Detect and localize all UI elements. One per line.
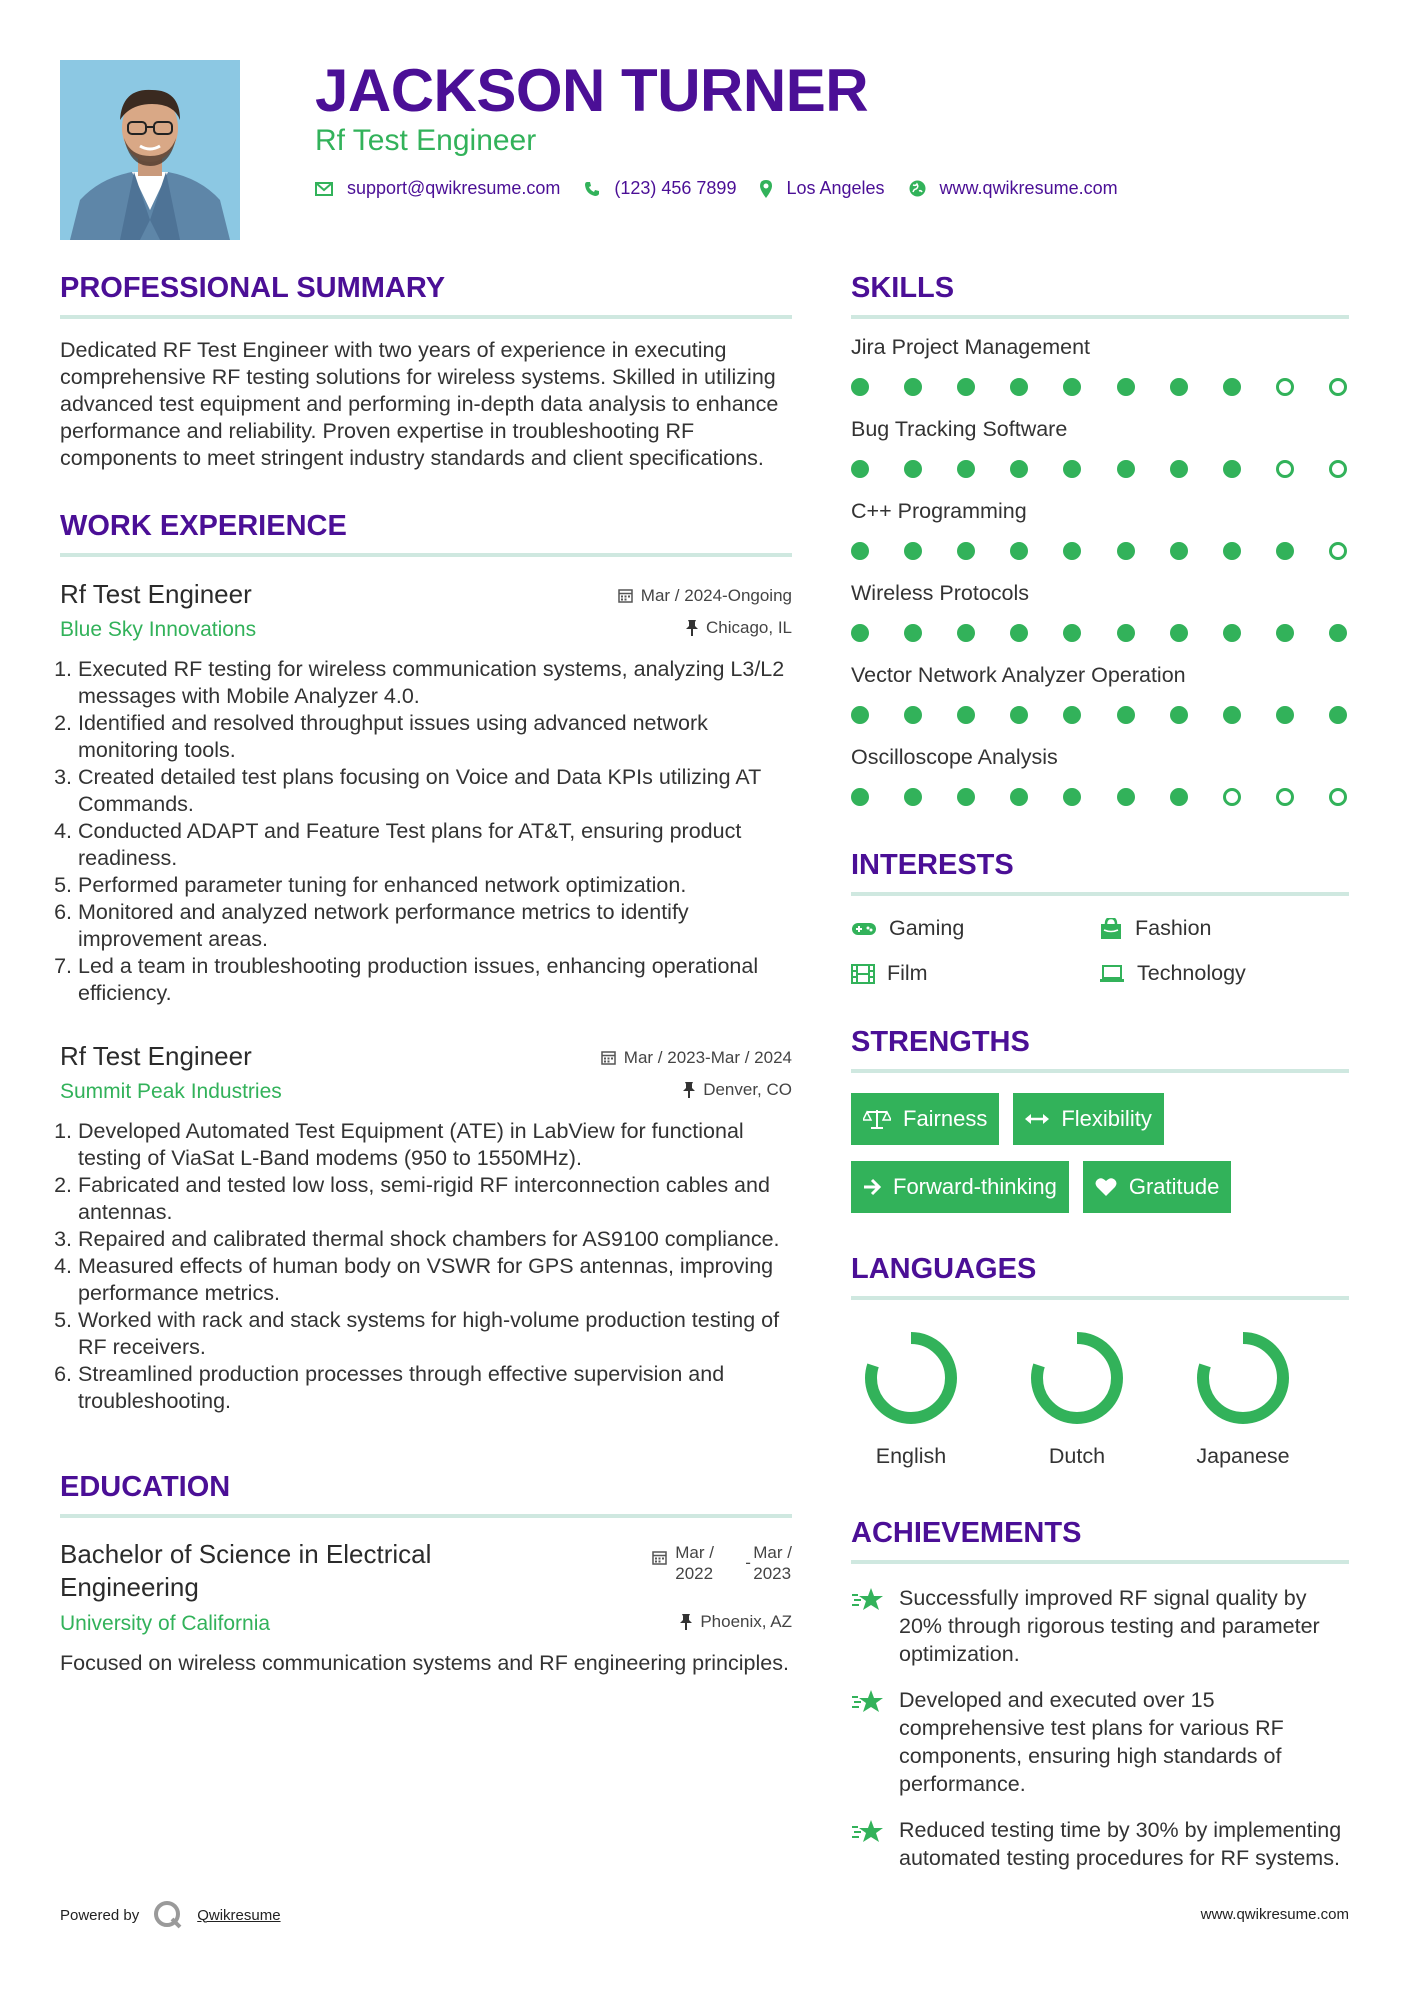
interest-label: Gaming	[889, 916, 965, 940]
rating-dot-empty	[1329, 788, 1347, 806]
interest-item	[1099, 961, 1349, 986]
arrows-horizontal-icon	[1025, 1112, 1049, 1126]
location-text: Los Angeles	[786, 178, 885, 198]
rating-dot-filled	[1170, 706, 1188, 724]
skill-name: Oscilloscope Analysis	[851, 745, 1058, 769]
rating-dot-filled	[1063, 706, 1081, 724]
rating-dot-filled	[904, 788, 922, 806]
interest-label: Technology	[1137, 961, 1246, 985]
rating-dot-filled	[1010, 460, 1028, 478]
rating-dot-filled	[851, 706, 869, 724]
languages-section	[851, 1253, 1349, 1469]
strength-tag	[1013, 1093, 1163, 1145]
job-entry	[60, 579, 792, 1007]
list-item: 6. Monitored and analyzed network performance metrics to identify improvement areas.	[78, 899, 792, 953]
skill-rating	[851, 447, 1349, 491]
language-level-ring	[1025, 1326, 1129, 1430]
profile-photo	[60, 60, 240, 240]
achievements-title: ACHIEVEMENTS	[851, 1517, 1349, 1564]
list-item: 1. Developed Automated Test Equipment (ATE) in LabView for functional testing of ViaSat L-Band modems (950 to 1550MHz).	[78, 1118, 792, 1172]
skill-rating	[851, 693, 1349, 737]
phone-icon	[584, 181, 600, 197]
rating-dot-filled	[1010, 624, 1028, 642]
rating-dot-filled	[1223, 460, 1241, 478]
rating-dot-filled	[957, 624, 975, 642]
rating-dot-empty	[1329, 542, 1347, 560]
rating-dot-filled	[957, 378, 975, 396]
interests-grid	[851, 916, 1349, 986]
rating-dot-filled	[1170, 378, 1188, 396]
edu-start-year: 2022	[675, 1564, 714, 1583]
skills-title: SKILLS	[851, 272, 1349, 319]
brand-link[interactable]: Qwikresume	[197, 1906, 281, 1924]
website-text: www.qwikresume.com	[939, 178, 1118, 198]
achievement-item	[851, 1816, 1349, 1872]
map-pin-icon	[760, 180, 772, 198]
rating-dot-filled	[904, 378, 922, 396]
rating-dot-filled	[1010, 788, 1028, 806]
strength-tag	[1083, 1161, 1232, 1213]
school-name: University of California	[60, 1612, 271, 1635]
rating-dot-empty	[1276, 460, 1294, 478]
skills-section	[851, 272, 1349, 819]
education-title: EDUCATION	[60, 1471, 792, 1518]
summary-text: Dedicated RF Test Engineer with two years of experience in executing comprehensive RF testing solutions for wireless systems. Skilled in utilizing advanced test equipment and performing in-depth data analysis to enhance performance and reliability. Proven expertise in troubleshooting RF components to meet stringent industry standards and client specifications.	[60, 338, 779, 470]
rating-dot-filled	[1063, 378, 1081, 396]
summary-title: PROFESSIONAL SUMMARY	[60, 272, 792, 319]
edu-start-month: Mar /	[675, 1543, 714, 1562]
rating-dot-filled	[1063, 542, 1081, 560]
experience-section	[60, 510, 792, 1415]
envelope-icon	[315, 182, 333, 196]
language-item	[1183, 1326, 1349, 1469]
job-title: Rf Test Engineer	[60, 579, 252, 609]
job-date-text: Mar / 2023-Mar / 2024	[623, 1047, 792, 1067]
star-icon	[851, 1688, 885, 1716]
strength-tag	[851, 1093, 999, 1145]
rating-dot-filled	[1276, 706, 1294, 724]
powered-by-text: Powered by	[60, 1906, 140, 1924]
pushpin-icon	[680, 1614, 692, 1630]
job-location-text: Chicago, IL	[706, 618, 792, 637]
email-text: support@qwikresume.com	[347, 178, 561, 198]
footer-website[interactable]: www.qwikresume.com	[1200, 1906, 1349, 1923]
rating-dot-filled	[1223, 624, 1241, 642]
rating-dot-filled	[1063, 460, 1081, 478]
skill-name: Wireless Protocols	[851, 581, 1030, 605]
rating-dot-filled	[904, 542, 922, 560]
interests-title: INTERESTS	[851, 849, 1349, 896]
contact-website[interactable]	[909, 178, 1118, 199]
left-column	[60, 272, 792, 1677]
rating-dot-filled	[1117, 788, 1135, 806]
rating-dot-filled	[851, 460, 869, 478]
calendar-icon	[652, 1550, 667, 1565]
language-name: Japanese	[1196, 1444, 1290, 1468]
rating-dot-empty	[1329, 460, 1347, 478]
rating-dot-filled	[1010, 378, 1028, 396]
laptop-icon	[1099, 965, 1125, 983]
skill-rating	[851, 611, 1349, 655]
strength-label: Forward-thinking	[893, 1174, 1057, 1199]
rating-dot-filled	[1010, 706, 1028, 724]
rating-dot-filled	[904, 624, 922, 642]
language-item	[851, 1326, 1017, 1469]
rating-dot-empty	[1276, 378, 1294, 396]
list-item: 4. Conducted ADAPT and Feature Test plans for AT&T, ensuring product readiness.	[78, 818, 792, 872]
candidate-name: JACKSON TURNER	[315, 57, 869, 124]
scale-icon	[863, 1108, 891, 1130]
skill-item	[851, 335, 1349, 409]
interest-label: Fashion	[1135, 916, 1212, 940]
summary-section	[60, 272, 792, 472]
list-item: 2. Fabricated and tested low loss, semi-rigid RF interconnection cables and antennas.	[78, 1172, 792, 1226]
rating-dot-filled	[851, 624, 869, 642]
pushpin-icon	[686, 620, 698, 636]
list-item: 6. Streamlined production processes through effective supervision and troubleshooting.	[78, 1361, 792, 1415]
education-description: Focused on wireless communication systems and RF engineering principles.	[60, 1651, 789, 1675]
star-icon	[851, 1818, 885, 1846]
strength-tag	[851, 1161, 1069, 1213]
list-item: 3. Repaired and calibrated thermal shock chambers for AS9100 compliance.	[78, 1226, 792, 1253]
degree-title: Bachelor of Science in Electrical Engineering	[60, 1539, 432, 1602]
rating-dot-filled	[957, 460, 975, 478]
rating-dot-filled	[1223, 542, 1241, 560]
skill-item	[851, 499, 1349, 573]
rating-dot-filled	[957, 542, 975, 560]
job-date	[601, 1048, 792, 1068]
job-entry	[60, 1041, 792, 1415]
education-section	[60, 1471, 792, 1677]
phone-text: (123) 456 7899	[614, 178, 737, 198]
company-name: Blue Sky Innovations	[60, 618, 257, 641]
strengths-list	[851, 1093, 1349, 1213]
list-item: 7. Led a team in troubleshooting production issues, enhancing operational efficiency.	[78, 953, 792, 1007]
bag-icon	[1099, 918, 1123, 940]
qwikresume-logo-icon	[153, 1900, 183, 1930]
achievement-text: Developed and executed over 15 comprehensive test plans for various RF components, ensuring high standards of performance.	[899, 1688, 1284, 1796]
skill-name: Vector Network Analyzer Operation	[851, 663, 1186, 687]
job-location	[686, 618, 792, 638]
rating-dot-filled	[957, 706, 975, 724]
strength-label: Fairness	[903, 1106, 988, 1131]
languages-list	[851, 1326, 1349, 1469]
skill-name: Jira Project Management	[851, 335, 1090, 359]
rating-dot-filled	[1117, 706, 1135, 724]
language-level-arc	[1037, 1338, 1117, 1418]
pushpin-icon	[683, 1082, 695, 1098]
language-level-ring	[859, 1326, 963, 1430]
education-location-text: Phoenix, AZ	[700, 1612, 792, 1631]
rating-dot-filled	[904, 706, 922, 724]
achievement-text: Reduced testing time by 30% by implementing automated testing procedures for RF systems.	[899, 1818, 1342, 1870]
rating-dot-filled	[1117, 460, 1135, 478]
job-title: Rf Test Engineer	[60, 1041, 252, 1071]
strength-label: Gratitude	[1128, 1174, 1220, 1199]
language-level-arc	[871, 1338, 951, 1418]
rating-dot-filled	[1170, 624, 1188, 642]
rating-dot-filled	[851, 378, 869, 396]
list-item: 2. Identified and resolved throughput issues using advanced network monitoring tools.	[78, 710, 792, 764]
rating-dot-filled	[1117, 542, 1135, 560]
interest-item	[851, 916, 1099, 941]
rating-dot-filled	[851, 542, 869, 560]
skill-item	[851, 745, 1349, 819]
list-item: 1. Executed RF testing for wireless communication systems, analyzing L3/L2 messages with Mobile Analyzer 4.0.	[78, 656, 792, 710]
globe-icon	[909, 180, 926, 197]
list-item: 4. Measured effects of human body on VSWR for GPS antennas, improving performance metrics.	[78, 1253, 792, 1307]
skill-rating	[851, 775, 1349, 819]
achievements-list	[851, 1584, 1349, 1872]
rating-dot-empty	[1329, 378, 1347, 396]
rating-dot-filled	[1170, 460, 1188, 478]
skill-item	[851, 663, 1349, 737]
job-date-text: Mar / 2024-Ongoing	[640, 585, 792, 605]
language-level-arc	[1203, 1338, 1283, 1418]
skill-name: Bug Tracking Software	[851, 417, 1068, 441]
skill-rating	[851, 365, 1349, 409]
rating-dot-filled	[904, 460, 922, 478]
job-location-text: Denver, CO	[703, 1080, 792, 1099]
film-icon	[851, 964, 875, 984]
rating-dot-empty	[1276, 788, 1294, 806]
list-item: 5. Worked with rack and stack systems for high-volume production testing of RF receivers.	[78, 1307, 792, 1361]
list-item: 3. Created detailed test plans focusing on Voice and Data KPIs utilizing AT Commands.	[78, 764, 792, 818]
rating-dot-filled	[1010, 542, 1028, 560]
rating-dot-filled	[1276, 542, 1294, 560]
company-name: Summit Peak Industries	[60, 1080, 282, 1103]
skill-item	[851, 581, 1349, 655]
skill-item	[851, 417, 1349, 491]
right-column	[851, 272, 1349, 1890]
language-name: English	[875, 1444, 947, 1468]
list-item: 5. Performed parameter tuning for enhanced network optimization.	[78, 872, 792, 899]
candidate-role: Rf Test Engineer	[315, 124, 537, 157]
rating-dot-filled	[957, 788, 975, 806]
job-bullets	[60, 1118, 792, 1415]
rating-dot-empty	[1223, 788, 1241, 806]
interest-item	[851, 961, 1099, 986]
skill-rating	[851, 529, 1349, 573]
skill-name: C++ Programming	[851, 499, 1027, 523]
rating-dot-filled	[1329, 624, 1347, 642]
rating-dot-filled	[851, 788, 869, 806]
rating-dot-filled	[1223, 378, 1241, 396]
job-date	[618, 586, 792, 606]
contact-phone[interactable]	[584, 178, 736, 199]
rating-dot-filled	[1117, 624, 1135, 642]
interest-item	[1099, 916, 1349, 941]
calendar-icon	[618, 588, 633, 603]
language-name: Dutch	[1048, 1444, 1106, 1468]
contact-email[interactable]	[315, 178, 560, 199]
rating-dot-filled	[1276, 624, 1294, 642]
rating-dot-filled	[1329, 706, 1347, 724]
language-level-ring	[1191, 1326, 1295, 1430]
strengths-section	[851, 1026, 1349, 1213]
education-location	[680, 1612, 792, 1632]
arrow-right-icon	[863, 1178, 881, 1196]
footer-powered	[60, 1900, 281, 1930]
achievements-section	[851, 1517, 1349, 1872]
edu-end-year: 2023	[753, 1564, 792, 1583]
interest-label: Film	[887, 961, 928, 985]
job-location	[683, 1080, 792, 1100]
rating-dot-filled	[1170, 542, 1188, 560]
interests-section	[851, 849, 1349, 986]
heart-icon	[1095, 1177, 1117, 1197]
rating-dot-filled	[1063, 624, 1081, 642]
experience-title: WORK EXPERIENCE	[60, 510, 792, 557]
contact-bar	[315, 178, 1142, 199]
language-item	[1017, 1326, 1183, 1469]
star-icon	[851, 1586, 885, 1614]
strengths-title: STRENGTHS	[851, 1026, 1349, 1073]
edu-date-separator: -	[745, 1553, 751, 1572]
achievement-item	[851, 1584, 1349, 1668]
rating-dot-filled	[1170, 788, 1188, 806]
rating-dot-filled	[1063, 788, 1081, 806]
skills-list	[851, 335, 1349, 819]
rating-dot-filled	[1117, 378, 1135, 396]
edu-end-month: Mar /	[753, 1543, 792, 1562]
job-bullets	[60, 656, 792, 1007]
achievement-item	[851, 1686, 1349, 1798]
gamepad-icon	[851, 921, 877, 937]
strength-label: Flexibility	[1061, 1106, 1152, 1131]
achievement-text: Successfully improved RF signal quality by 20% through rigorous testing and parameter optimization.	[899, 1586, 1320, 1666]
education-date	[652, 1542, 792, 1584]
contact-location	[760, 178, 884, 199]
rating-dot-filled	[1223, 706, 1241, 724]
calendar-icon	[601, 1050, 616, 1065]
languages-title: LANGUAGES	[851, 1253, 1349, 1300]
